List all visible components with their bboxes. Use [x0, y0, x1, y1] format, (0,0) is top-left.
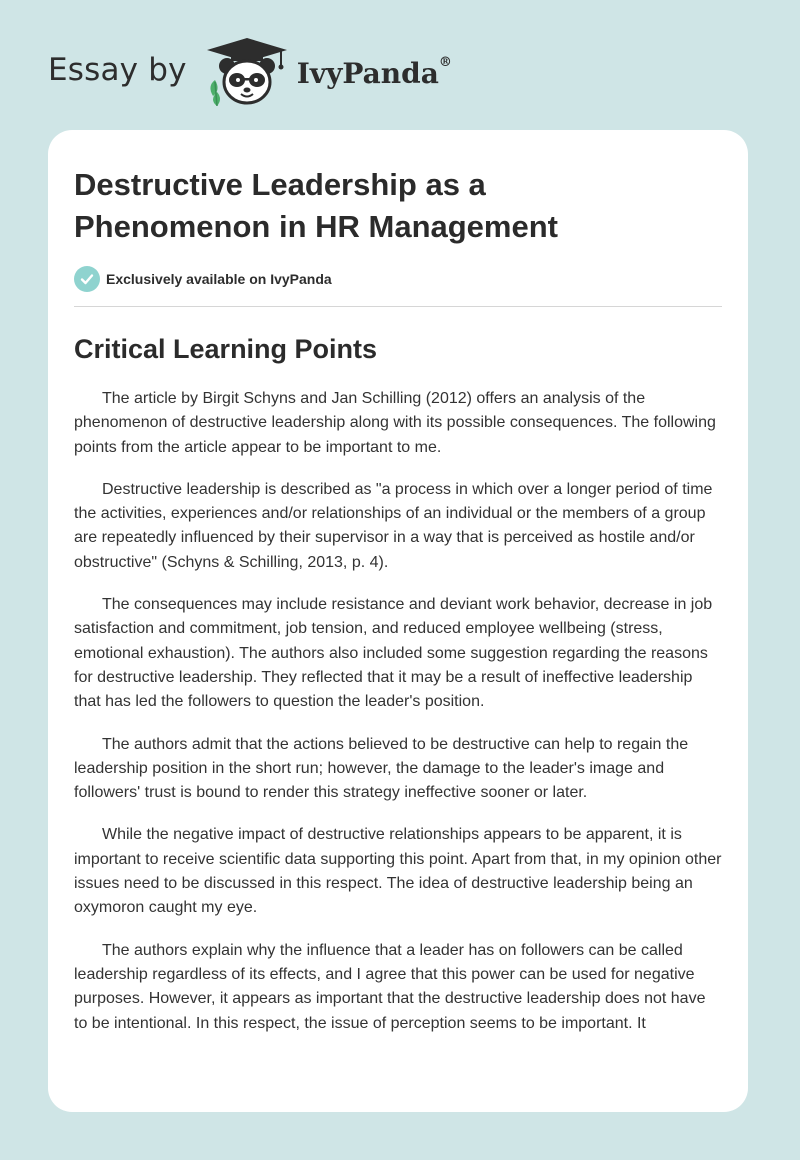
essay-by-label: Essay by	[48, 52, 187, 88]
brand-name[interactable]: IvyPanda®	[296, 54, 452, 90]
paragraph: The article by Birgit Schyns and Jan Schilling (2012) offers an analysis of the phenomenon of destructive leadership along with its possible consequences. The following points from the article appear to be important to me.	[74, 390, 716, 456]
section-title: Critical Learning Points	[74, 334, 378, 364]
checkmark-icon	[74, 266, 100, 292]
paragraph: The authors admit that the actions believed to be destructive can help to regain the leadership position in the short run; however, the damage to the leader's image and followers' trust is bound to render this strategy ineffective sooner or later.	[74, 735, 689, 802]
panda-graduate-logo-icon[interactable]	[201, 36, 293, 108]
page-title: Destructive Leadership as a Phenomenon in HR Management	[74, 167, 558, 244]
paragraph: Destructive leadership is described as "a process in which over a longer period of time the activities, experiences and/or relationships of an individual or the members of a group are repeatedly influenced by their supervisor in a way that is perceived as hostile and/or obstructive" (Schyns & Schilling, 2013, p. 4).	[74, 480, 713, 571]
article-body	[74, 387, 722, 1036]
site-header	[48, 36, 452, 108]
exclusive-badge	[74, 266, 722, 292]
paragraph: While the negative impact of destructive relationships appears to be apparent, it is important to receive scientific data supporting this point. Apart from that, in my opinion other issues need to be discussed in this respect. The idea of destructive leadership being an oxymoron caught my eye.	[74, 826, 722, 917]
paragraph: The consequences may include resistance and deviant work behavior, decrease in job satisfaction and commitment, job tension, and reduced employee wellbeing (stress, emotional exhaustion). The authors also included some suggestion regarding the reasons for destructive leadership. They reflected that it may be a result of ineffective leadership that has led the followers to question the leader's position.	[74, 596, 713, 711]
paragraph: The authors explain why the influence that a leader has on followers can be called leadership regardless of its effects, and I agree that this power can be used for negative purposes. However, it appears as important that the destructive leadership does not have to be intentional. In this respect, the issue of perception seems to be important. It	[74, 941, 706, 1032]
essay-card	[48, 130, 748, 1112]
divider	[74, 306, 722, 307]
exclusive-badge-label: Exclusively available on IvyPanda	[106, 271, 332, 287]
